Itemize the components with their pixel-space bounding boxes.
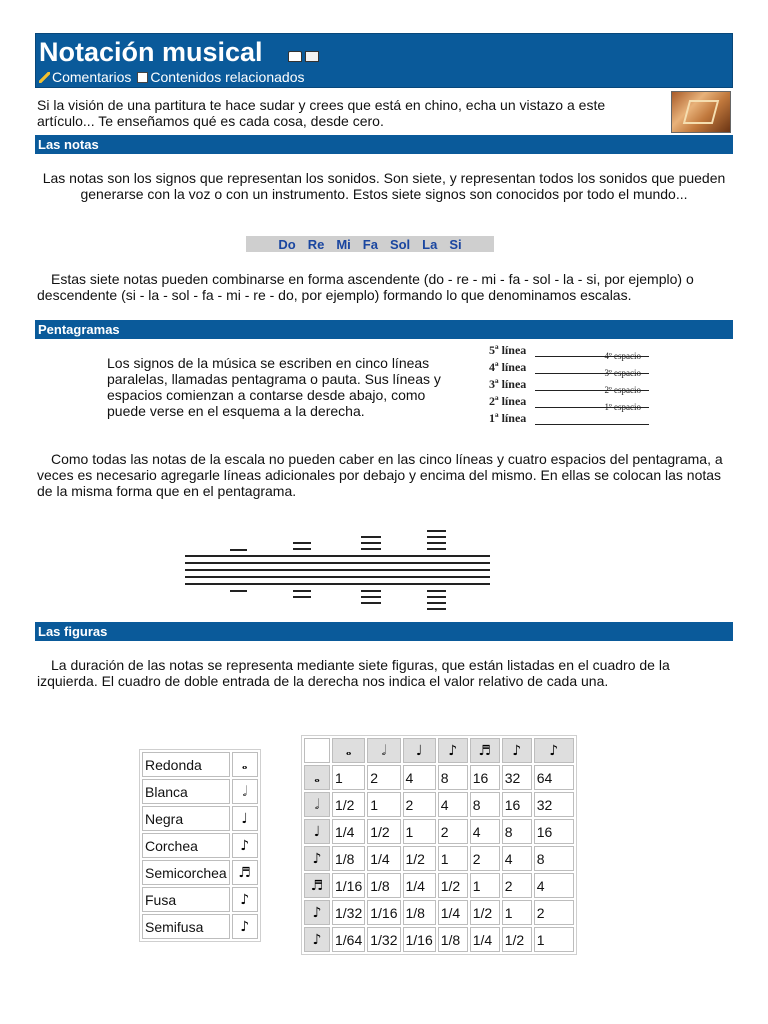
- half-note-icon: 𝅗𝅥: [367, 738, 400, 763]
- staff-line-label: 4ª línea: [489, 360, 527, 374]
- email-icon[interactable]: [305, 51, 319, 62]
- table-cell: 1/8: [438, 927, 468, 952]
- eighth-note-icon: ♪: [232, 833, 258, 858]
- table-row: [142, 860, 258, 885]
- table-cell: 1/32: [367, 927, 400, 952]
- table-cell: 4: [470, 819, 500, 844]
- article-thumbnail: [671, 91, 731, 133]
- section-title-pentagramas: Pentagramas: [35, 320, 733, 339]
- thirty-second-note-icon: ♪: [304, 900, 330, 925]
- table-cell: 1/4: [332, 819, 365, 844]
- table-cell: 4: [534, 873, 574, 898]
- table-row: [142, 779, 258, 804]
- pencil-icon: [39, 72, 50, 83]
- sixteenth-note-icon: ♬: [232, 860, 258, 885]
- table-cell: 1: [534, 927, 574, 952]
- table-header-row: [304, 738, 574, 763]
- staff-diagram: [487, 343, 655, 429]
- staff-line-label: 5ª línea: [489, 343, 527, 357]
- staff-line-label: 3ª línea: [489, 377, 527, 391]
- table-cell: 1/16: [403, 927, 436, 952]
- table-cell: 8: [534, 846, 574, 871]
- note-mi: Mi: [336, 236, 351, 252]
- print-icon[interactable]: [288, 51, 302, 62]
- table-cell: 1/2: [403, 846, 436, 871]
- table-cell: 1/8: [332, 846, 365, 871]
- sixteenth-note-icon: ♬: [304, 873, 330, 898]
- header-tools: [288, 51, 319, 62]
- figure-name: Semifusa: [142, 914, 230, 939]
- note-si: Si: [449, 236, 462, 252]
- table-row: [304, 927, 574, 952]
- table-cell: 1/2: [470, 900, 500, 925]
- table-cell: 8: [438, 765, 468, 790]
- sixty-fourth-note-icon: ♪: [304, 927, 330, 952]
- table-row: [304, 846, 574, 871]
- table-cell: 64: [534, 765, 574, 790]
- table-cell: 1/4: [367, 846, 400, 871]
- note-sol: Sol: [389, 236, 411, 252]
- whole-note-icon: 𝅝: [332, 738, 365, 763]
- table-cell: 1/2: [502, 927, 532, 952]
- table-cell: 1/4: [403, 873, 436, 898]
- table-cell: 16: [534, 819, 574, 844]
- table-cell: 1/2: [367, 819, 400, 844]
- comments-link-label: Comentarios: [52, 69, 132, 85]
- table-cell: 16: [502, 792, 532, 817]
- eighth-note-icon: ♪: [304, 846, 330, 871]
- half-note-icon: 𝅗𝅥: [304, 792, 330, 817]
- table-cell: 4: [438, 792, 468, 817]
- staff-line-label: 1ª línea: [489, 411, 527, 425]
- table-cell: 2: [470, 846, 500, 871]
- table-cell: 1/16: [367, 900, 400, 925]
- notas-paragraph-1: Las notas son los signos que representan los sonidos. Son siete, y representan todos los sonidos que pueden generarse con la voz o con un instrumento. Estos siete signos son conocidos por todo el mundo...: [42, 170, 726, 202]
- staff-line-2: [487, 394, 655, 411]
- page-title: Notación musical: [39, 37, 263, 67]
- note-do: Do: [278, 236, 296, 252]
- whole-note-icon: 𝅝: [304, 765, 330, 790]
- table-row: [142, 806, 258, 831]
- section-title-notas: Las notas: [35, 135, 733, 154]
- pentagramas-paragraph-1: Los signos de la música se escriben en cinco líneas paralelas, llamadas pentagrama o pauta. Sus líneas y espacios comienzan a contarse desde abajo, como puede verse en el esquema a la derecha.: [107, 355, 441, 419]
- table-row: [142, 914, 258, 939]
- quarter-note-icon: ♩: [304, 819, 330, 844]
- thirty-second-note-icon: ♪: [232, 887, 258, 912]
- note-la: La: [422, 236, 438, 252]
- article-header: [35, 33, 733, 88]
- table-row: [142, 833, 258, 858]
- staff-line-3: [487, 377, 655, 394]
- table-cell: 2: [502, 873, 532, 898]
- table-cell: 1: [502, 900, 532, 925]
- figure-name: Redonda: [142, 752, 230, 777]
- table-corner-cell: [304, 738, 330, 763]
- table-cell: 32: [502, 765, 532, 790]
- figure-name: Blanca: [142, 779, 230, 804]
- staff-rule: [535, 424, 649, 425]
- sixty-fourth-note-icon: ♪: [232, 914, 258, 939]
- figuras-paragraph-1: La duración de las notas se representa mediante siete figuras, que están listadas en el cuadro de la izquierda. El cuadro de doble entrada de la derecha nos indica el valor relativo de cada una.: [37, 657, 670, 689]
- table-cell: 1/32: [332, 900, 365, 925]
- table-cell: 1/4: [438, 900, 468, 925]
- table-cell: 2: [534, 900, 574, 925]
- related-content-link-label: Contenidos relacionados: [150, 69, 305, 85]
- sixty-fourth-note-icon: ♪: [534, 738, 574, 763]
- half-note-icon: 𝅗𝅥: [232, 779, 258, 804]
- table-cell: 1/8: [403, 900, 436, 925]
- table-row: [304, 765, 574, 790]
- table-row: [304, 873, 574, 898]
- table-row: [304, 819, 574, 844]
- table-row: [142, 752, 258, 777]
- whole-note-icon: 𝅝: [232, 752, 258, 777]
- table-cell: 1: [332, 765, 365, 790]
- sixteenth-note-icon: ♬: [470, 738, 500, 763]
- table-cell: 1: [470, 873, 500, 898]
- ledger-lines-diagram: [185, 525, 490, 613]
- table-cell: 1: [367, 792, 400, 817]
- header-links: [39, 69, 304, 85]
- staff-space-label: 2º espacio: [604, 385, 641, 395]
- figure-name: Corchea: [142, 833, 230, 858]
- notas-paragraph-2: Estas siete notas pueden combinarse en forma ascendente (do - re - mi - fa - sol - la - si, por ejemplo) o descendente (si - la - sol - fa - mi - re - do, por ejemplo) formando lo que denominamos escalas.: [37, 271, 694, 303]
- section-title-figuras: Las figuras: [35, 622, 733, 641]
- intro-text: Si la visión de una partitura te hace sudar y crees que está en chino, echa un vistazo a este artículo... Te enseñamos qué es cada cosa, desde cero.: [37, 97, 606, 129]
- table-cell: 1: [438, 846, 468, 871]
- quarter-note-icon: ♩: [232, 806, 258, 831]
- staff-line-label: 2ª línea: [489, 394, 527, 408]
- staff-line-4: [487, 360, 655, 377]
- figures-table: [139, 749, 261, 942]
- table-cell: 2: [438, 819, 468, 844]
- pentagramas-paragraph-2: Como todas las notas de la escala no pueden caber en las cinco líneas y cuatro espacios del pentagrama, a veces es necesario agregarle líneas adicionales por debajo y encima del mismo. En ellas se colocan las notas de la misma forma que en el pentagrama.: [37, 451, 723, 499]
- figure-name: Fusa: [142, 887, 230, 912]
- table-cell: 1/4: [470, 927, 500, 952]
- notes-strip: [246, 236, 494, 252]
- table-row: [304, 792, 574, 817]
- table-row: [142, 887, 258, 912]
- table-cell: 16: [470, 765, 500, 790]
- staff-line-5: [487, 343, 655, 360]
- table-cell: 1/64: [332, 927, 365, 952]
- note-re: Re: [307, 236, 325, 252]
- comments-link[interactable]: [39, 69, 131, 85]
- table-cell: 2: [367, 765, 400, 790]
- table-cell: 1/8: [367, 873, 400, 898]
- figure-name: Semicorchea: [142, 860, 230, 885]
- related-content-link[interactable]: [137, 69, 304, 85]
- table-cell: 2: [403, 792, 436, 817]
- note-fa: Fa: [362, 236, 378, 252]
- table-cell: 1/2: [332, 792, 365, 817]
- document-icon: [137, 72, 148, 83]
- staff-line-1: [487, 411, 655, 428]
- quarter-note-icon: ♩: [403, 738, 436, 763]
- staff-space-label: 1º espacio: [604, 402, 641, 412]
- relative-values-table: [301, 735, 577, 955]
- figure-name: Negra: [142, 806, 230, 831]
- table-cell: 8: [470, 792, 500, 817]
- eighth-note-icon: ♪: [438, 738, 468, 763]
- table-cell: 1/2: [438, 873, 468, 898]
- table-cell: 32: [534, 792, 574, 817]
- staff-space-label: 4º espacio: [604, 351, 641, 361]
- table-cell: 1: [403, 819, 436, 844]
- table-cell: 1/16: [332, 873, 365, 898]
- staff-space-label: 3º espacio: [604, 368, 641, 378]
- table-cell: 8: [502, 819, 532, 844]
- table-cell: 4: [502, 846, 532, 871]
- table-row: [304, 900, 574, 925]
- thirty-second-note-icon: ♪: [502, 738, 532, 763]
- table-cell: 4: [403, 765, 436, 790]
